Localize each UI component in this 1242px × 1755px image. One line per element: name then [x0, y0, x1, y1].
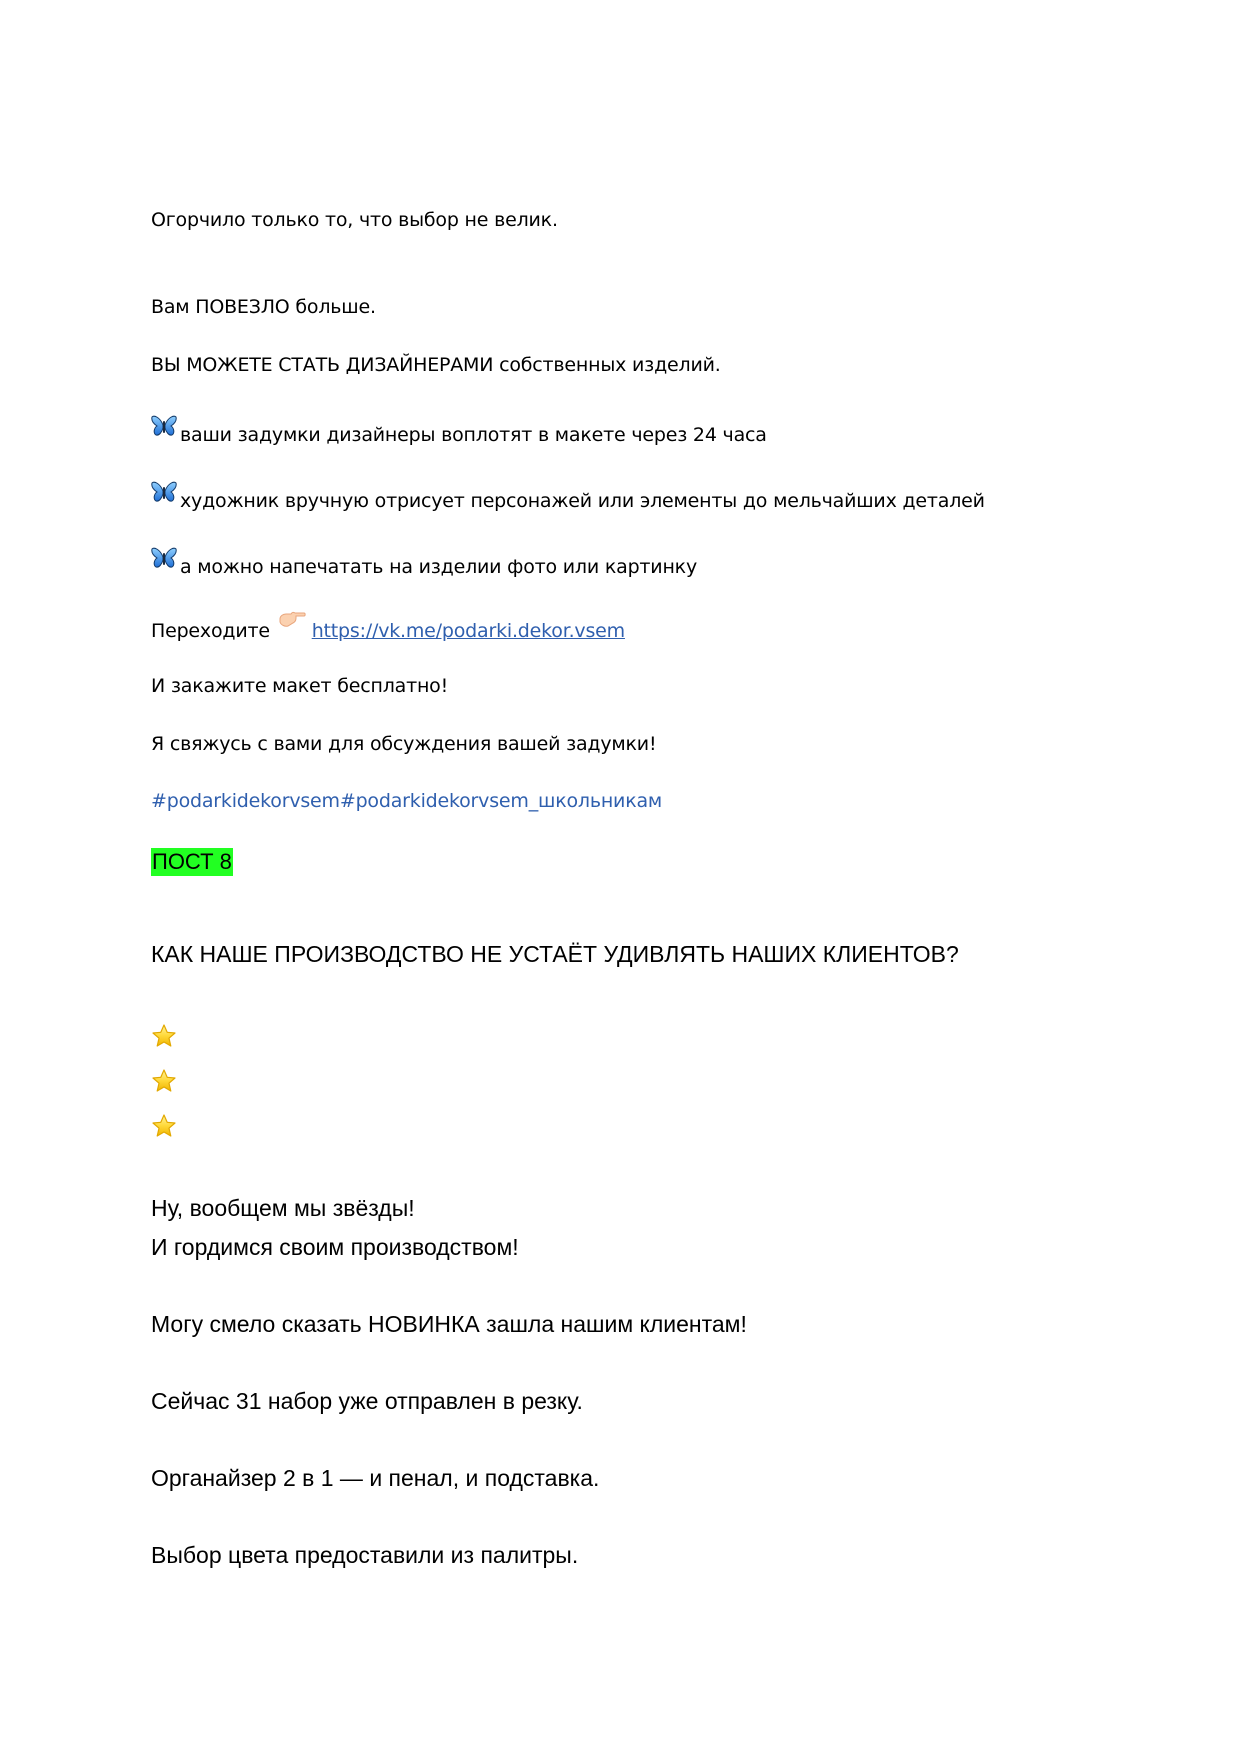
post-line-3: Могу смело сказать НОВИНКА зашла нашим клиентам! — [151, 1311, 747, 1337]
butterfly-icon — [151, 547, 177, 569]
cta-prefix: Переходите — [151, 620, 270, 642]
star-icon — [151, 1068, 177, 1094]
butterfly-icon — [151, 481, 177, 503]
bullet-item — [151, 487, 985, 511]
bullet-text: ваши задумки дизайнеры воплотят в макете через 24 часа — [180, 424, 767, 446]
bullet-text: художник вручную отрисует персонажей или элементы до мельчайших деталей — [180, 490, 985, 512]
post-line-2: И гордимся своим производством! — [151, 1234, 519, 1260]
intro-line-2: Вам ПОВЕЗЛО больше. — [151, 296, 376, 318]
intro-line-1: Огорчило только то, что выбор не велик. — [151, 209, 558, 231]
bullet-text: а можно напечатать на изделии фото или картинку — [180, 556, 697, 578]
post-heading: КАК НАШЕ ПРОИЗВОДСТВО НЕ УСТАЁТ УДИВЛЯТЬ НАШИХ КЛИЕНТОВ? — [151, 941, 959, 967]
cta-line — [151, 619, 625, 641]
intro-line-3: ВЫ МОЖЕТЕ СТАТЬ ДИЗАЙНЕРАМИ собственных изделий. — [151, 354, 721, 376]
butterfly-icon — [151, 415, 177, 437]
post-line-4: Сейчас 31 набор уже отправлен в резку. — [151, 1388, 583, 1414]
star-icon — [151, 1113, 177, 1139]
pointing-hand-icon — [278, 610, 306, 630]
bullet-item — [151, 553, 697, 577]
vk-link[interactable]: https://vk.me/podarki.dekor.vsem — [311, 620, 625, 642]
post-line-1: Ну, вообщем мы звёзды! — [151, 1195, 415, 1221]
bullet-item — [151, 421, 767, 445]
post-line-5: Органайзер 2 в 1 — и пенал, и подставка. — [151, 1465, 600, 1491]
post-label — [151, 851, 233, 873]
post-line-6: Выбор цвета предоставили из палитры. — [151, 1542, 579, 1568]
post-label-highlight: ПОСТ 8 — [152, 849, 232, 874]
star-icon — [151, 1023, 177, 1049]
hashtags-link[interactable]: #podarkidekorvsem#podarkidekorvsem_школьникам — [151, 790, 663, 812]
contact-text: Я свяжусь с вами для обсуждения вашей задумки! — [151, 733, 657, 755]
order-free-text: И закажите макет бесплатно! — [151, 675, 449, 697]
